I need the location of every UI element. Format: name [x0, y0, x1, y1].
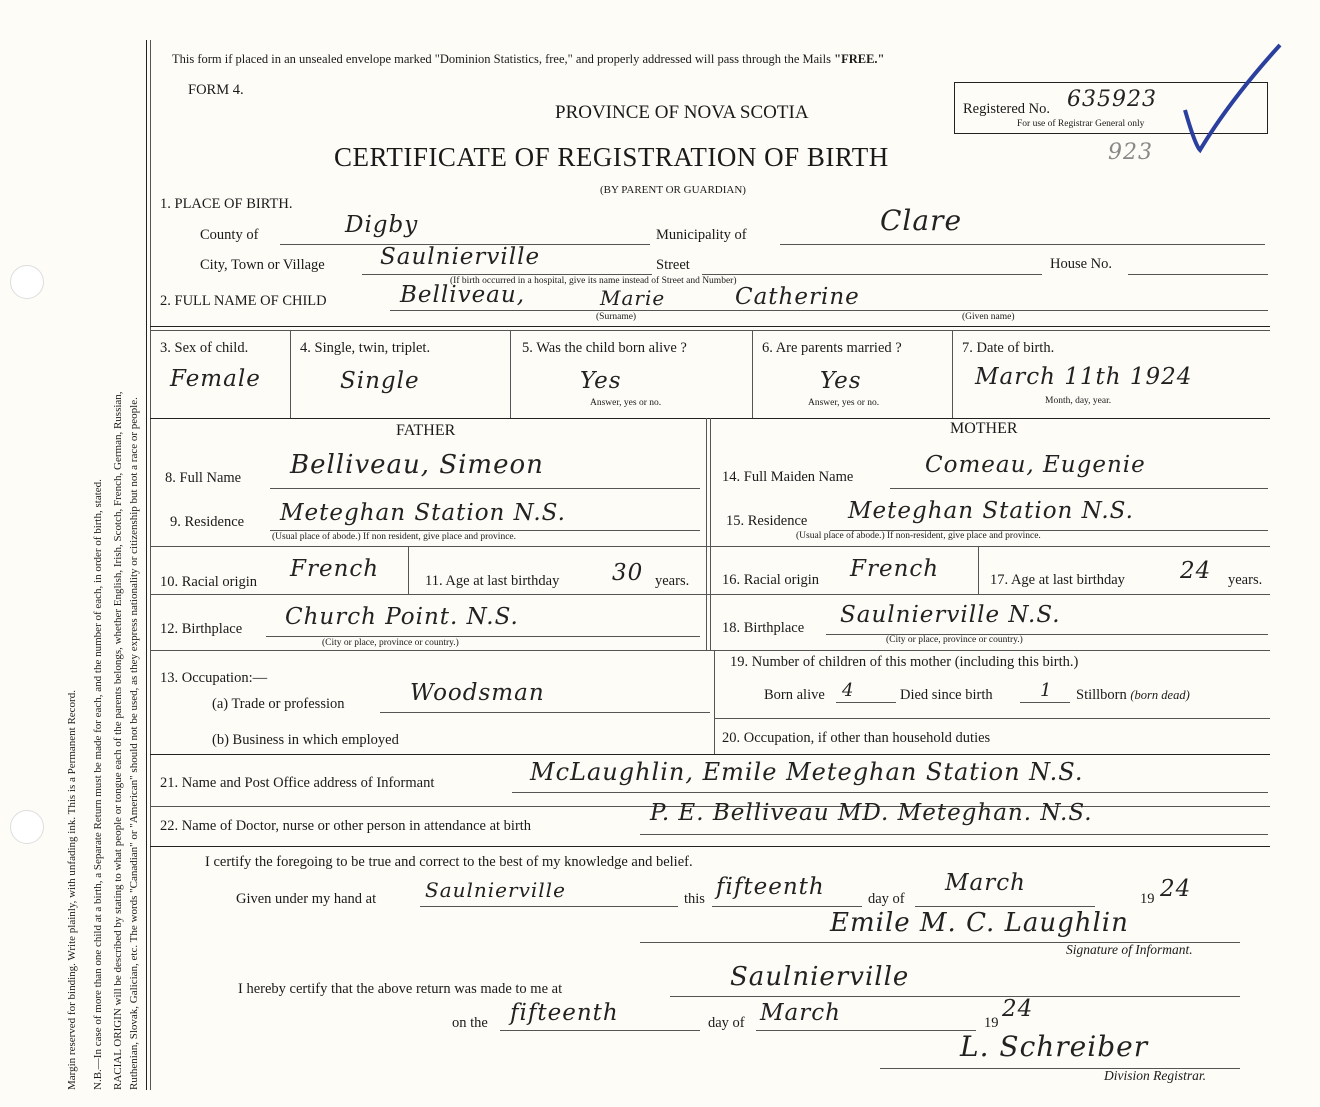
sex-value: Female	[170, 366, 261, 392]
given-month-line	[915, 906, 1095, 907]
divider-4	[150, 594, 1270, 595]
this-label: this	[684, 891, 705, 907]
born-alive-count-value: 4	[842, 680, 855, 701]
divider-8	[150, 846, 1270, 847]
father-race-value: French	[290, 556, 380, 582]
left-border-inner	[150, 40, 151, 1090]
born-alive-caption: Answer, yes or no.	[590, 398, 662, 408]
certificate-title: CERTIFICATE OF REGISTRATION OF BIRTH	[334, 142, 889, 172]
county-label: County of	[200, 227, 259, 243]
father-res-label: 9. Residence	[170, 514, 245, 530]
street-line	[702, 274, 1042, 275]
father-res-caption: (Usual place of abode.) If non resident, give place and province.	[272, 532, 516, 542]
mother-occupation-label: 20. Occupation, if other than household duties	[722, 730, 991, 746]
year-19-label: 19	[1140, 891, 1155, 907]
father-bp-label: 12. Birthplace	[160, 621, 243, 637]
mother-bp-caption: (City or place, province or country.)	[886, 635, 1023, 645]
given-year-value: 24	[1160, 876, 1192, 902]
full-name-line	[390, 310, 1268, 311]
year-19b-label: 19	[984, 1015, 999, 1031]
postal-notice: This form if placed in an unsealed envelope marked "Dominion Statistics, free," and properly addressed will pass through the Mails "FREE."	[172, 52, 885, 66]
punch-hole-bottom	[10, 810, 44, 844]
mother-res-label: 15. Residence	[726, 513, 808, 529]
mother-bp-label: 18. Birthplace	[722, 620, 805, 636]
doctor-value: P. E. Belliveau MD. Meteghan. N.S.	[650, 800, 1093, 826]
house-line	[1128, 274, 1268, 275]
full-name-label: 2. FULL NAME OF CHILD	[160, 293, 327, 309]
form-number: FORM 4.	[188, 82, 244, 98]
mother-age-label: 17. Age at last birthday	[990, 572, 1125, 588]
province-heading: PROVINCE OF NOVA SCOTIA	[555, 102, 809, 123]
day-of-label: day of	[868, 891, 905, 907]
informant-signature: Emile M. C. Laughlin	[830, 908, 1129, 938]
informant-line	[512, 792, 1268, 793]
registered-label: Registered No.	[963, 101, 1050, 117]
registrar-signature: L. Schreiber	[960, 1030, 1149, 1063]
informant-label: 21. Name and Post Office address of Informant	[160, 775, 435, 791]
county-value: Digby	[345, 212, 419, 238]
parent-divider-b	[710, 418, 711, 650]
born-alive-count-label: Born alive	[764, 687, 825, 703]
born-alive-label: 5. Was the child born alive ?	[522, 340, 687, 356]
single-label: 4. Single, twin, triplet.	[300, 340, 431, 356]
hereby-text: I hereby certify that the above return was made to me at	[238, 981, 563, 997]
mother-race-value: French	[850, 556, 940, 582]
mother-race-label: 16. Racial origin	[722, 572, 820, 588]
given-under-label: Given under my hand at	[236, 891, 377, 907]
trade-value: Woodsman	[410, 680, 545, 706]
stillborn-label: Stillborn (born dead)	[1076, 687, 1190, 703]
registrar-note: For use of Registrar General only	[1017, 119, 1145, 129]
parent-divider	[706, 418, 707, 650]
mother-name-line	[890, 488, 1268, 489]
checkmark-icon	[1170, 40, 1290, 160]
given-day-value: fifteenth	[716, 874, 825, 900]
father-res-line	[270, 530, 700, 531]
certificate-subtitle: (BY PARENT OR GUARDIAN)	[600, 184, 746, 196]
single-value: Single	[340, 368, 420, 394]
mother-name-label: 14. Full Maiden Name	[722, 469, 854, 485]
race-div-m	[978, 546, 979, 594]
col-div-4	[952, 330, 953, 418]
father-years-label: years.	[655, 573, 690, 589]
punch-hole-top	[10, 265, 44, 299]
reg-month-value: March	[760, 1000, 841, 1026]
father-bp-line	[266, 636, 700, 637]
mother-years-label: years.	[1228, 572, 1263, 588]
given2-value: Catherine	[735, 284, 860, 310]
dob-value: March 11th 1924	[975, 364, 1193, 390]
father-name-line	[270, 488, 700, 489]
mother-age-value: 24	[1180, 558, 1212, 584]
margin-note: Margin reserved for binding. Write plainly, with unfading ink. This is a Permanent Record.	[66, 690, 78, 1090]
father-race-label: 10. Racial origin	[160, 574, 258, 590]
father-bp-value: Church Point. N.S.	[285, 604, 519, 630]
father-res-value: Meteghan Station N.S.	[280, 500, 566, 526]
divider-1	[150, 326, 1270, 327]
married-label: 6. Are parents married ?	[762, 340, 902, 356]
day-of-2-label: day of	[708, 1015, 745, 1031]
reg-year-value: 24	[1002, 996, 1034, 1022]
given-at-value: Saulnierville	[425, 878, 566, 902]
municipality-label: Municipality of	[656, 227, 747, 243]
father-name-value: Belliveau, Simeon	[290, 450, 544, 480]
year-mark: 923	[1108, 140, 1153, 165]
reg-at-value: Saulnierville	[730, 962, 910, 992]
children-label: 19. Number of children of this mother (including this birth.)	[730, 654, 1079, 670]
racial-note-2: Ruthenian, Slovak, Galician, etc. The words "Canadian" or "American" should not be used, as they express nationality or citizenship but not a race or people.	[128, 397, 140, 1090]
reg-at-line	[670, 996, 1240, 997]
sex-label: 3. Sex of child.	[160, 340, 249, 356]
born-alive-count-line	[836, 702, 896, 703]
father-bp-caption: (City or place, province or country.)	[322, 638, 459, 648]
informant-sig-caption: Signature of Informant.	[1066, 942, 1193, 957]
reg-day-line	[500, 1030, 700, 1031]
col-div-1	[290, 330, 291, 418]
born-alive-value: Yes	[580, 368, 622, 394]
racial-note-1: RACIAL ORIGIN will be described by stating to what people or tongue each of the parents belongs, whether English, Irish, Scotch, French, German, Russian,	[112, 391, 124, 1090]
hospital-note: (If birth occurred in a hospital, give its name instead of Street and Number)	[450, 276, 737, 286]
street-label: Street	[656, 257, 690, 273]
registered-number: 635923	[1067, 87, 1157, 112]
nb-note: N.B.—In case of more than one child at a birth, a Separate Return must be made for each, and the number of each, in order of birth, stated.	[92, 479, 104, 1090]
divider-6	[150, 754, 1270, 755]
occ-divider	[714, 650, 715, 754]
city-label: City, Town or Village	[200, 257, 325, 273]
father-name-label: 8. Full Name	[165, 470, 242, 486]
dob-label: 7. Date of birth.	[962, 340, 1055, 356]
mother-heading: MOTHER	[950, 420, 1018, 437]
mother-bp-value: Saulnierville N.S.	[840, 602, 1061, 628]
given1-value: Marie	[600, 286, 666, 310]
house-label: House No.	[1050, 256, 1113, 272]
given-at-line	[420, 906, 678, 907]
father-age-label: 11. Age at last birthday	[425, 573, 560, 589]
given-caption: (Given name)	[962, 312, 1015, 322]
given-day-line	[712, 906, 862, 907]
registrar-caption: Division Registrar.	[1104, 1068, 1207, 1083]
municipality-value: Clare	[880, 204, 963, 237]
trade-line	[380, 712, 710, 713]
mother-res-value: Meteghan Station N.S.	[848, 498, 1134, 524]
informant-value: McLaughlin, Emile Meteghan Station N.S.	[530, 758, 1084, 786]
died-line	[1020, 702, 1070, 703]
city-line	[362, 274, 652, 275]
divider-1b	[150, 330, 1270, 331]
city-value: Saulnierville	[380, 244, 541, 270]
died-value: 1	[1040, 680, 1053, 701]
surname-caption: (Surname)	[596, 312, 637, 322]
surname-value: Belliveau,	[400, 282, 526, 308]
given-month-value: March	[945, 870, 1026, 896]
married-value: Yes	[820, 368, 862, 394]
father-age-value: 30	[612, 560, 644, 586]
col-div-3	[752, 330, 753, 418]
business-label: (b) Business in which employed	[212, 732, 399, 748]
occupation-label: 13. Occupation:—	[160, 670, 268, 686]
trade-label: (a) Trade or profession	[212, 696, 345, 712]
municipality-line	[780, 244, 1265, 245]
col-div-2	[510, 330, 511, 418]
doctor-label: 22. Name of Doctor, nurse or other person in attendance at birth	[160, 818, 532, 834]
mother-res-caption: (Usual place of abode.) If non-resident, give place and province.	[796, 531, 1041, 541]
reg-day-value: fifteenth	[510, 1000, 619, 1026]
married-caption: Answer, yes or no.	[808, 398, 880, 408]
reg-month-line	[756, 1030, 976, 1031]
divider-5	[150, 650, 1270, 651]
on-the-label: on the	[452, 1015, 488, 1031]
place-of-birth-label: 1. PLACE OF BIRTH.	[160, 196, 293, 212]
certify-text: I certify the foregoing to be true and correct to the best of my knowledge and belief.	[205, 854, 693, 870]
divider-3	[150, 546, 1270, 547]
mother-name-value: Comeau, Eugenie	[925, 452, 1146, 478]
dob-caption: Month, day, year.	[1045, 396, 1112, 406]
doctor-line	[640, 834, 1268, 835]
died-label: Died since birth	[900, 687, 993, 703]
father-heading: FATHER	[396, 422, 456, 439]
children-divider	[714, 718, 1270, 719]
left-border	[146, 40, 147, 1090]
race-div-f	[408, 546, 409, 594]
